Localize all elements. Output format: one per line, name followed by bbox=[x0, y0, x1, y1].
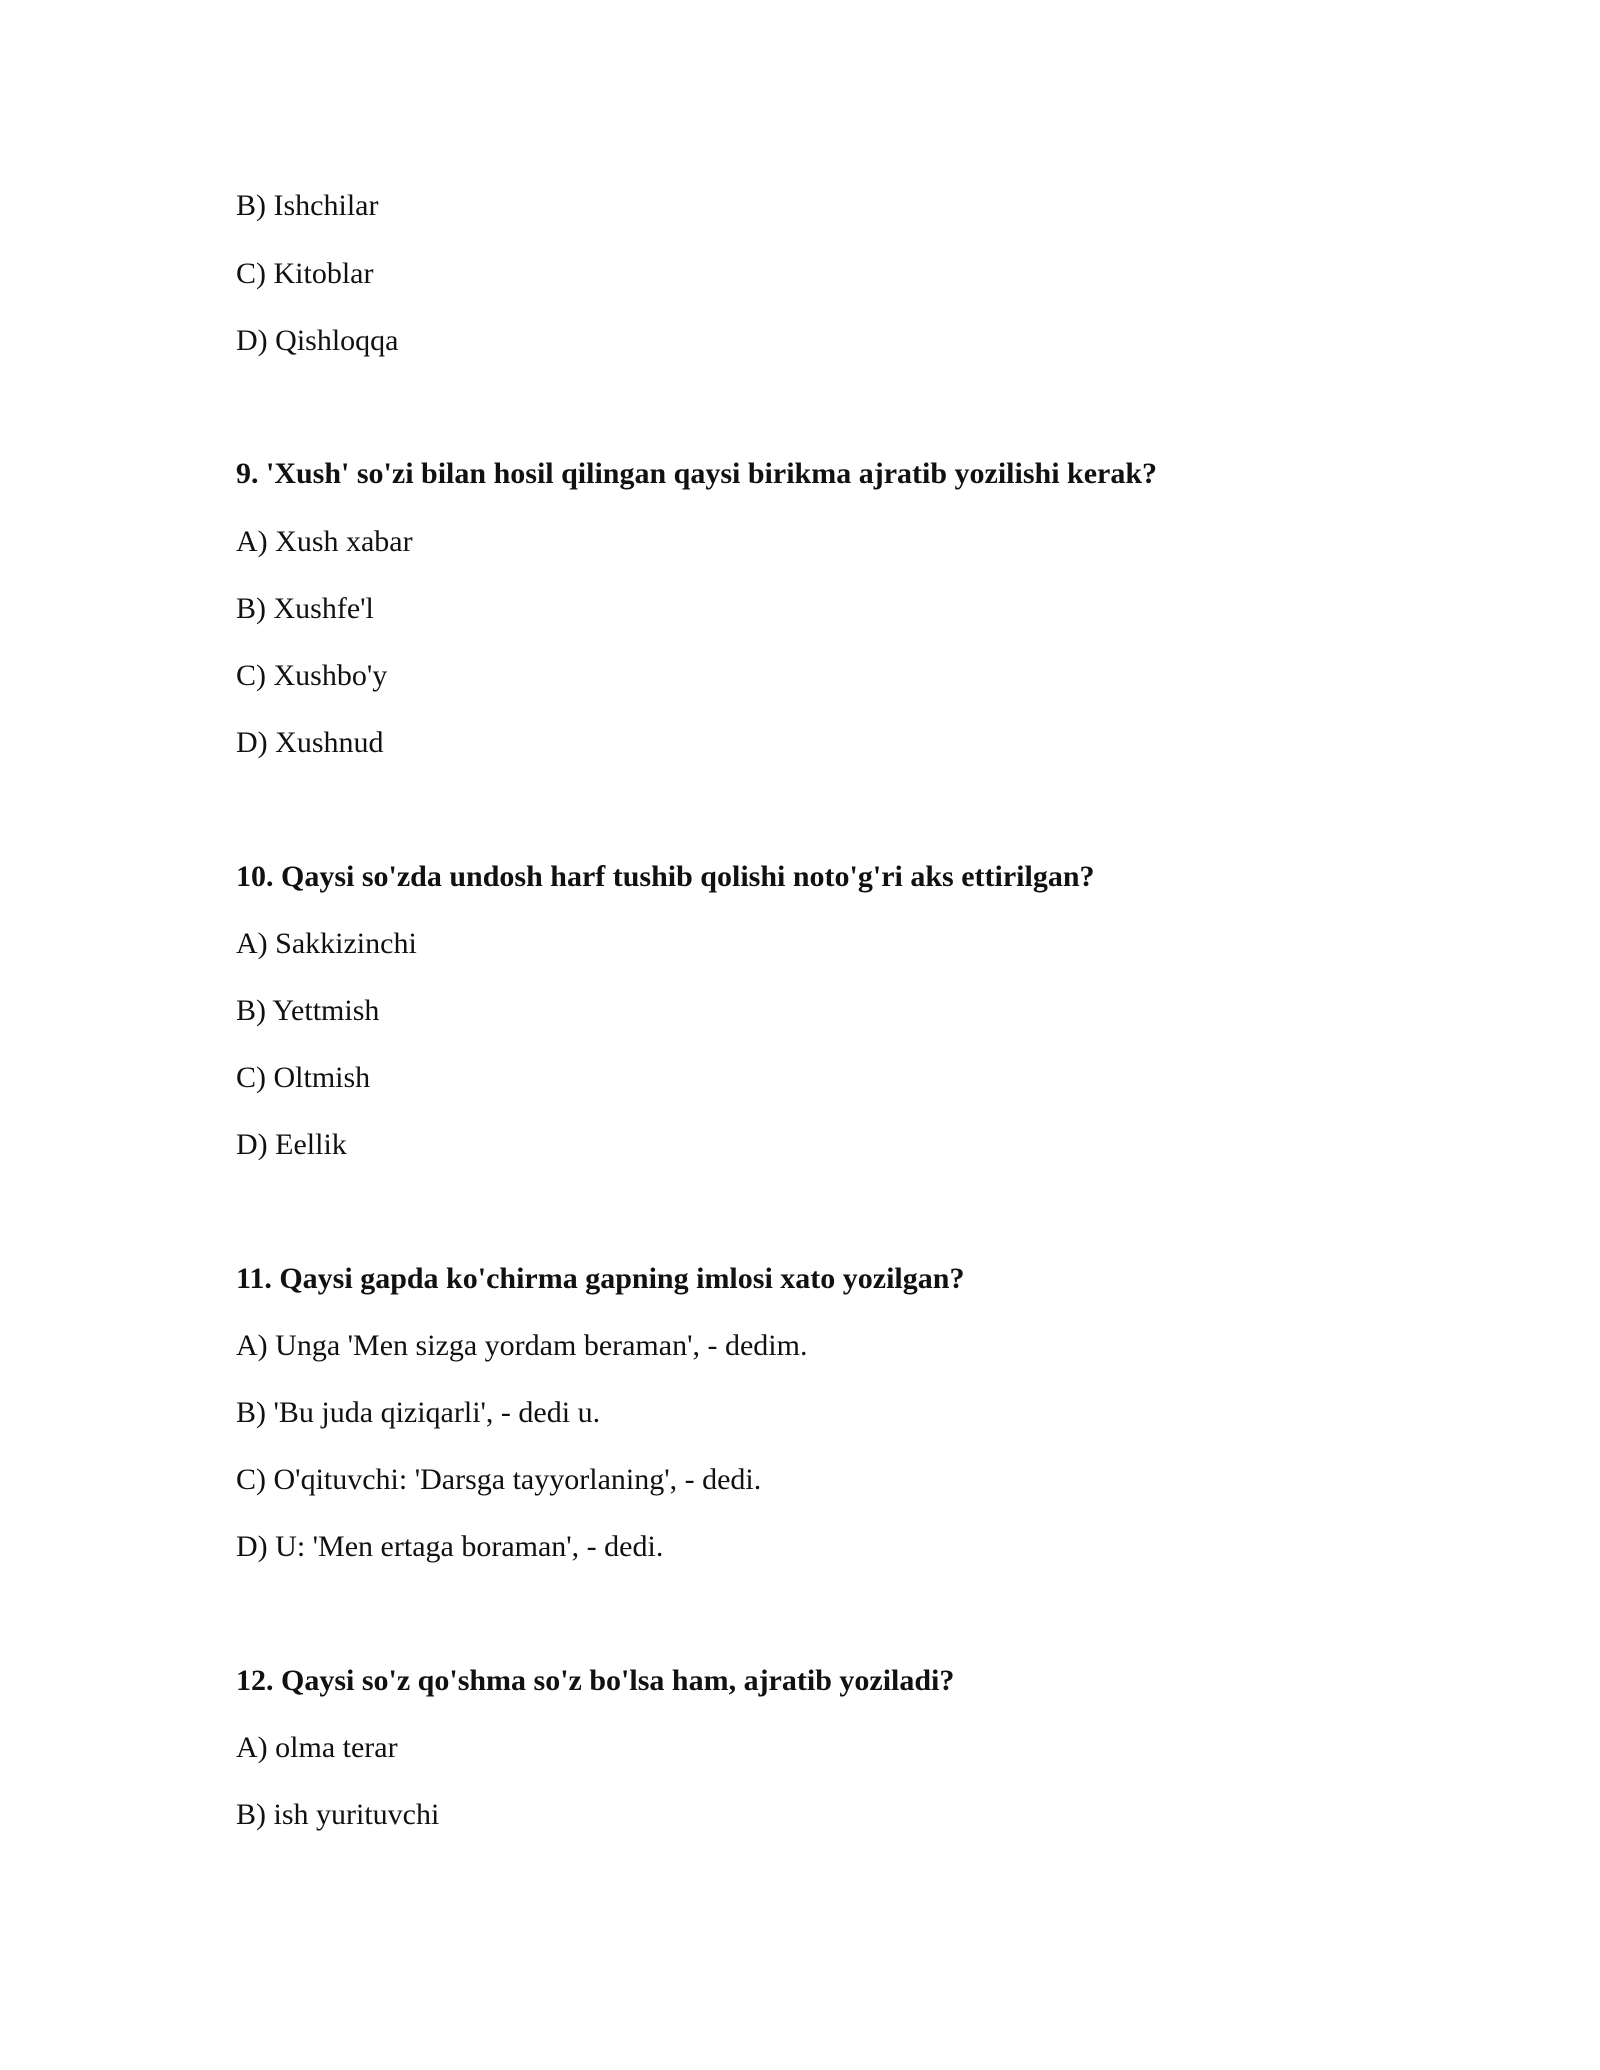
question-9-text: 9. 'Xush' so'zi bilan hosil qilingan qaysi birikma ajratib yozilishi kerak? bbox=[236, 457, 1158, 490]
option-text: A) Unga 'Men sizga yordam beraman', - dedim. bbox=[236, 1329, 808, 1362]
option-text: B) Yettmish bbox=[236, 994, 380, 1027]
option-text: A) Xush xabar bbox=[236, 525, 413, 558]
option-text: B) Xushfe'l bbox=[236, 592, 374, 625]
question-11-text: 11. Qaysi gapda ko'chirma gapning imlosi xato yozilgan? bbox=[236, 1262, 965, 1295]
option-text: A) Sakkizinchi bbox=[236, 927, 417, 960]
option-text: C) O'qituvchi: 'Darsga tayyorlaning', - dedi. bbox=[236, 1463, 762, 1496]
option-text: D) U: 'Men ertaga boraman', - dedi. bbox=[236, 1530, 664, 1563]
question-10-text: 10. Qaysi so'zda undosh harf tushib qolishi noto'g'ri aks ettirilgan? bbox=[236, 860, 1095, 893]
option-text: C) Oltmish bbox=[236, 1061, 371, 1094]
option-text: C) Kitoblar bbox=[236, 257, 374, 290]
question-12-text: 12. Qaysi so'z qo'shma so'z bo'lsa ham, ajratib yoziladi? bbox=[236, 1664, 955, 1697]
option-text: A) olma terar bbox=[236, 1731, 398, 1764]
option-text: B) Ishchilar bbox=[236, 189, 379, 222]
option-text: B) ish yurituvchi bbox=[236, 1798, 440, 1831]
option-text: D) Qishloqqa bbox=[236, 324, 399, 357]
option-text: B) 'Bu juda qiziqarli', - dedi u. bbox=[236, 1396, 601, 1429]
option-text: D) Eellik bbox=[236, 1128, 347, 1161]
option-text: C) Xushbo'y bbox=[236, 659, 388, 692]
option-text: D) Xushnud bbox=[236, 726, 384, 759]
